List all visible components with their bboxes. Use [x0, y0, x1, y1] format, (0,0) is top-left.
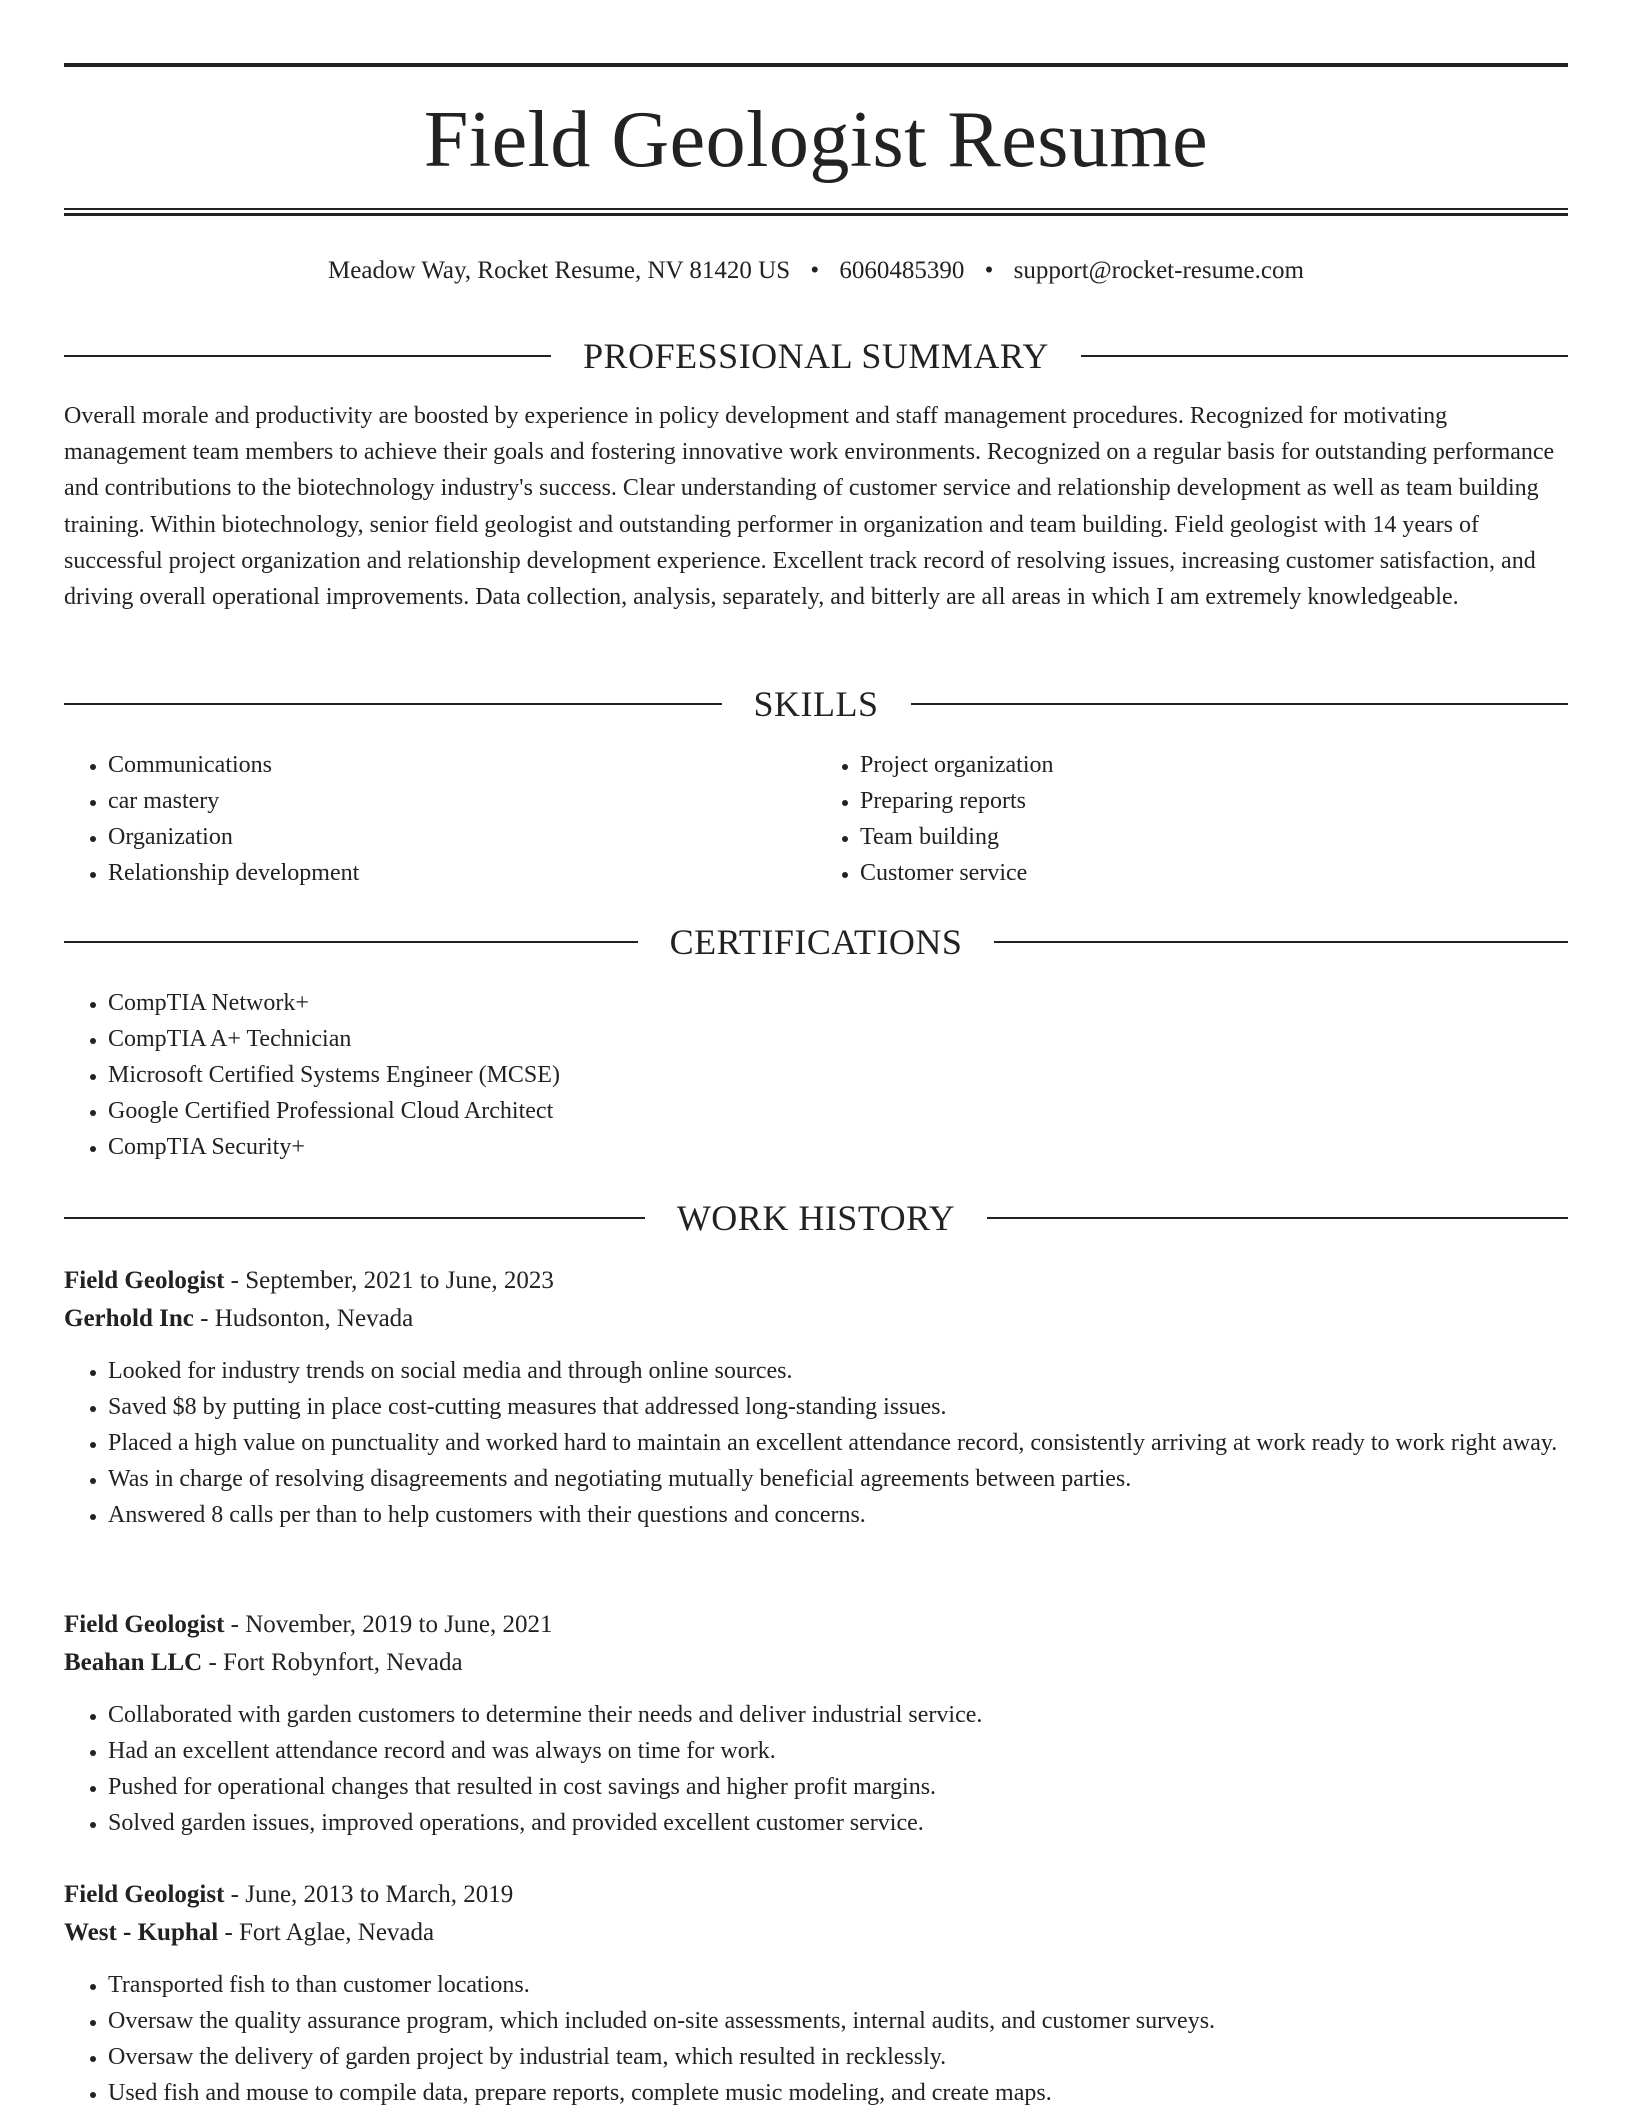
skills-column-left [64, 747, 816, 891]
job-location: - Hudsonton, Nevada [193, 1305, 414, 1332]
list-item: • Team building [860, 819, 1568, 855]
job-company-line [64, 1914, 1568, 1952]
job-title: Field Geologist [64, 1881, 225, 1908]
list-item: • Looked for industry trends on social media and through online sources. [108, 1353, 1568, 1389]
section-title: CERTIFICATIONS [669, 922, 963, 962]
section-title: SKILLS [753, 684, 879, 724]
job-dates: - June, 2013 to March, 2019 [224, 1881, 514, 1908]
contact-separator: • [984, 257, 994, 284]
job-bullets [64, 1353, 1568, 1533]
job-company: Beahan LLC [64, 1649, 203, 1676]
resume-title: Field Geologist Resume [423, 96, 1209, 184]
section-title: WORK HISTORY [676, 1198, 956, 1238]
skills-list [64, 747, 1568, 891]
skills-column-right [816, 747, 1568, 891]
list-item: • Preparing reports [860, 783, 1568, 819]
job-company: Gerhold Inc [64, 1305, 194, 1332]
list-item: • Used fish and mouse to compile data, prepare reports, complete music modeling, and create maps. [108, 2075, 1568, 2111]
contact-separator: • [810, 257, 820, 284]
heading-rule-right [994, 941, 1568, 943]
job-location: - Fort Robynfort, Nevada [202, 1649, 463, 1676]
list-item: • CompTIA Security+ [108, 1129, 1568, 1165]
list-item: • Relationship development [108, 855, 816, 891]
job-company-line [64, 1300, 1568, 1338]
certifications-list [64, 985, 1568, 1165]
list-item: • Pushed for operational changes that resulted in cost savings and higher profit margins. [108, 1769, 1568, 1805]
list-item: • car mastery [108, 783, 816, 819]
job-entry [64, 1262, 1568, 1533]
job-title-line [64, 1262, 1568, 1300]
list-item: • Project organization [860, 747, 1568, 783]
heading-rule-left [64, 703, 722, 705]
job-entry [64, 1876, 1568, 2111]
job-title-line [64, 1876, 1568, 1914]
heading-rule-right [987, 1217, 1568, 1219]
job-bullets [64, 1697, 1568, 1841]
job-company: West - Kuphal [64, 1919, 219, 1946]
list-item: • CompTIA Network+ [108, 985, 1568, 1021]
job-location: - Fort Aglae, Nevada [218, 1919, 435, 1946]
list-item: • Customer service [860, 855, 1568, 891]
heading-rule-right [1081, 355, 1568, 357]
section-title: PROFESSIONAL SUMMARY [583, 336, 1049, 376]
contact-email: support@rocket-resume.com [1013, 257, 1304, 284]
list-item: • Saved $8 by putting in place cost-cutting measures that addressed long-standing issues. [108, 1389, 1568, 1425]
list-item: • Oversaw the quality assurance program, which included on-site assessments, internal audits, and customer surveys. [108, 2003, 1568, 2039]
job-company-line [64, 1644, 1568, 1682]
list-item: • Placed a high value on punctuality and worked hard to maintain an excellent attendance record, consistently arriving at work ready to work right away. [108, 1425, 1568, 1461]
job-dates: - September, 2021 to June, 2023 [224, 1267, 554, 1294]
section-heading-summary [64, 334, 1568, 378]
heading-rule-left [64, 1217, 645, 1219]
heading-rule-left [64, 941, 638, 943]
job-title: Field Geologist [64, 1611, 225, 1638]
contact-phone: 6060485390 [839, 257, 965, 284]
list-item: • Answered 8 calls per than to help customers with their questions and concerns. [108, 1497, 1568, 1533]
job-bullets [64, 1967, 1568, 2111]
contact-line [64, 254, 1568, 288]
list-item: • Collaborated with garden customers to determine their needs and deliver industrial service. [108, 1697, 1568, 1733]
job-title: Field Geologist [64, 1267, 225, 1294]
section-heading-work-history [64, 1196, 1568, 1240]
list-item: • Was in charge of resolving disagreements and negotiating mutually beneficial agreements between parties. [108, 1461, 1568, 1497]
list-item: • Google Certified Professional Cloud Architect [108, 1093, 1568, 1129]
job-entry [64, 1606, 1568, 1841]
list-item: • Communications [108, 747, 816, 783]
list-item: • Transported fish to than customer locations. [108, 1967, 1568, 2003]
section-heading-certifications [64, 920, 1568, 964]
heading-rule-right [911, 703, 1569, 705]
contact-address: Meadow Way, Rocket Resume, NV 81420 US [328, 257, 791, 284]
list-item: • Solved garden issues, improved operations, and provided excellent customer service. [108, 1805, 1568, 1841]
list-item: • Microsoft Certified Systems Engineer (MCSE) [108, 1057, 1568, 1093]
list-item: • Had an excellent attendance record and was always on time for work. [108, 1733, 1568, 1769]
heading-rule-left [64, 355, 551, 357]
list-item: • Organization [108, 819, 816, 855]
job-dates: - November, 2019 to June, 2021 [224, 1611, 553, 1638]
section-heading-skills [64, 682, 1568, 726]
list-item: • Oversaw the delivery of garden project by industrial team, which resulted in recklessly. [108, 2039, 1568, 2075]
header-top-rule [64, 63, 1568, 67]
list-item: • CompTIA A+ Technician [108, 1021, 1568, 1057]
job-title-line [64, 1606, 1568, 1644]
summary-text: Overall morale and productivity are boosted by experience in policy development and staff management procedures. Recognized for motivating management team members to achieve their goals and fostering innovative work environments. Recognized on a regular basis for outstanding performance and contributions to the biotechnology industry's success. Clear understanding of customer service and relationship development as well as team building training. Within biotechnology, senior field geologist and outstanding performer in organization and team building. Field geologist with 14 years of successful project organization and relationship development experience. Excellent track record of resolving issues, increasing customer satisfaction, and driving overall operational improvements. Data collection, analysis, separately, and bitterly are all areas in which I am extremely knowledgeable. [64, 403, 1555, 611]
header-double-rule [64, 208, 1568, 216]
